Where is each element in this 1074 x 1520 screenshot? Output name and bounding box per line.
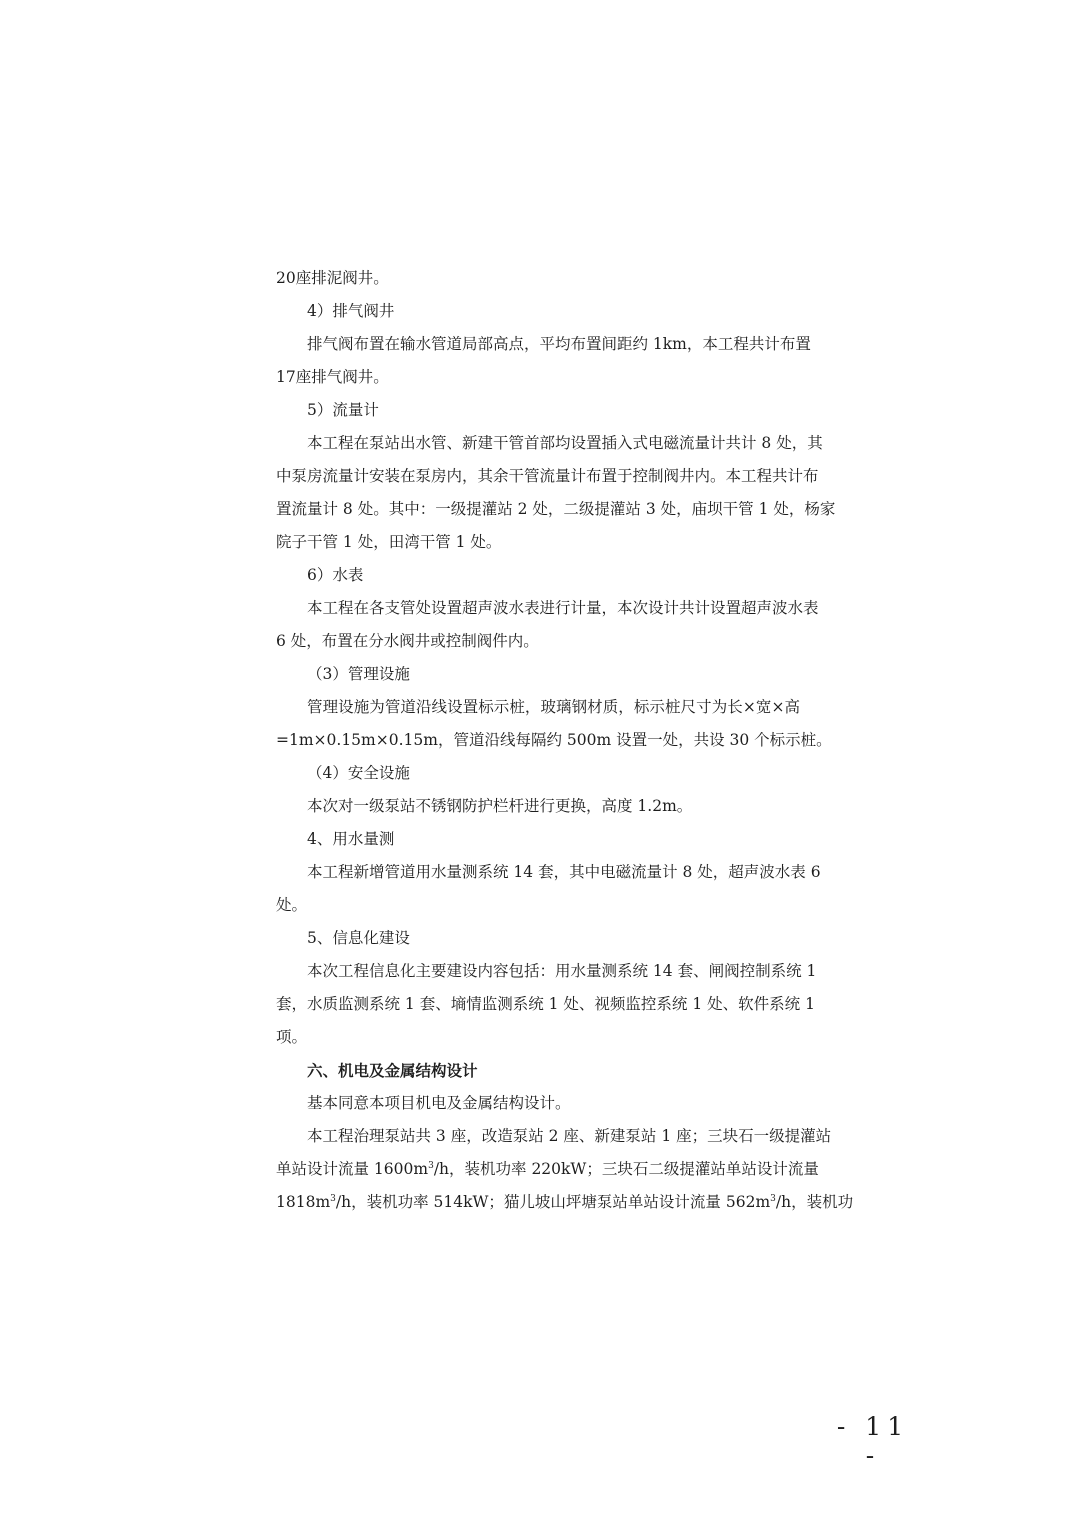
- text-span: 本工程治理泵站共 3 座，改造泵站 2 座、新建泵站 1 座；三块石一级提灌站: [307, 1127, 832, 1145]
- text-line: 中泵房流量计安装在泵房内，其余干管流量计布置于控制阀井内。本工程共计布: [276, 467, 819, 485]
- text-line: 排气阀布置在输水管道局部高点，平均布置间距约 1km，本工程共计布置: [307, 335, 811, 353]
- text-line: 本工程新增管道用水量测系统 14 套，其中电磁流量计 8 处，超声波水表 6: [307, 863, 821, 881]
- text-line: 置流量计 8 处。其中：一级提灌站 2 处，二级提灌站 3 处，庙坝干管 1 处，杨家: [276, 500, 836, 518]
- body-text: [276, 262, 836, 1120]
- text-span: /h，装机功率 514kW；猫儿坡山坪塘泵站单站设计流量 562m: [335, 1193, 771, 1211]
- text-line: [276, 1120, 832, 1153]
- pump-paragraph: [276, 1120, 854, 1219]
- text-line: 20座排泥阀井。: [276, 269, 389, 287]
- text-line: 本工程在各支管处设置超声波水表进行计量，本次设计共计设置超声波水表: [307, 599, 819, 617]
- superscript: 3: [428, 1161, 434, 1171]
- text-line: 套，水质监测系统 1 套、墒情监测系统 1 处、视频监控系统 1 处、软件系统 1: [276, 995, 815, 1013]
- section-heading: 六、机电及金属结构设计: [307, 1061, 478, 1080]
- text-line: 6）水表: [307, 566, 364, 584]
- text-line: 本次对一级泵站不锈钢防护栏杆进行更换，高度 1.2m。: [307, 797, 693, 815]
- text-span: 1818m: [276, 1193, 331, 1211]
- text-line: 院子干管 1 处，田湾干管 1 处。: [276, 533, 502, 551]
- text-line: 项。: [276, 1028, 308, 1046]
- text-span: 单站设计流量 1600m: [276, 1160, 429, 1178]
- page-number: - 11 -: [836, 1412, 910, 1470]
- text-line: 处。: [276, 896, 308, 914]
- text-line: 4）排气阀井: [307, 302, 395, 320]
- text-line: 基本同意本项目机电及金属结构设计。: [307, 1094, 571, 1112]
- text-line: 管理设施为管道沿线设置标示桩，玻璃钢材质，标示桩尺寸为长×宽×高: [307, 698, 800, 716]
- text-line: 5）流量计: [307, 401, 379, 419]
- text-line: 17座排气阀井。: [276, 368, 389, 386]
- text-line: 6 处，布置在分水阀井或控制阀件内。: [276, 632, 539, 650]
- superscript: 3: [770, 1194, 776, 1204]
- text-line: [276, 1186, 854, 1219]
- superscript: 3: [330, 1194, 336, 1204]
- text-span: /h，装机功率 220kW；三块石二级提灌站单站设计流量: [433, 1160, 819, 1178]
- text-line: 4、用水量测: [307, 830, 395, 848]
- text-line: 5、信息化建设: [307, 929, 410, 947]
- text-line: [276, 1153, 819, 1186]
- text-line: =1m×0.15m×0.15m，管道沿线每隔约 500m 设置一处，共设 30 个标示桩。: [276, 731, 832, 749]
- text-line: 本次工程信息化主要建设内容包括：用水量测系统 14 套、闸阀控制系统 1: [307, 962, 817, 980]
- text-line: 本工程在泵站出水管、新建干管首部均设置插入式电磁流量计共计 8 处，其: [307, 434, 823, 452]
- text-line: （3）管理设施: [307, 665, 410, 683]
- text-span: /h，装机功: [775, 1193, 854, 1211]
- text-line: （4）安全设施: [307, 764, 410, 782]
